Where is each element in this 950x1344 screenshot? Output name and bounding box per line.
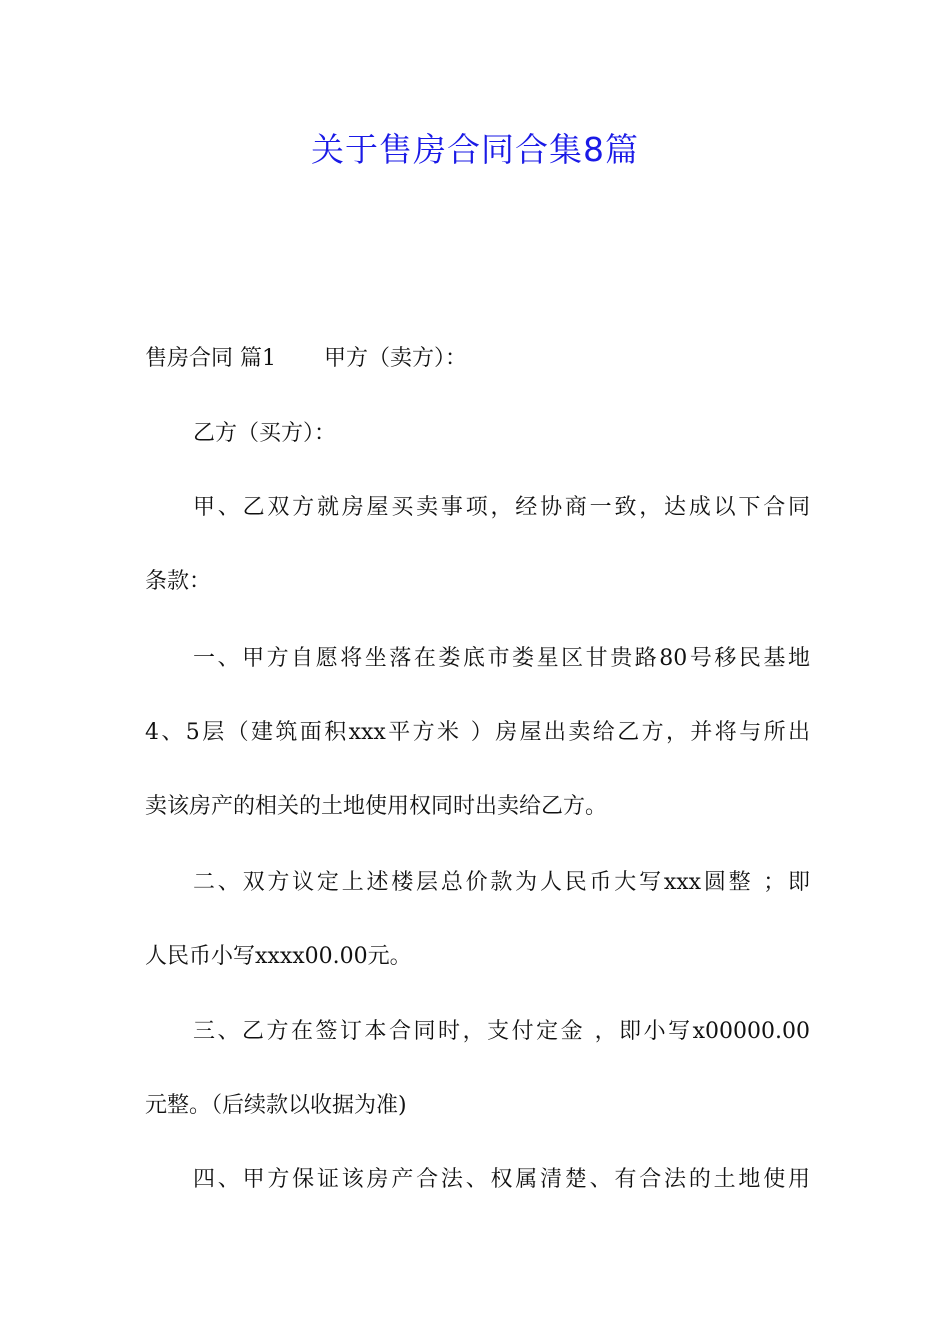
paragraph-line: 元整。（后续款以收据为准) — [145, 1093, 407, 1118]
paragraph-line: 人民币小写xxxx00.00元。 — [145, 944, 412, 969]
paragraph-line: 三、乙方在签订本合同时，支付定金 ，即小写x00000.00 — [193, 1019, 810, 1044]
paragraph-line: 一、甲方自愿将坐落在娄底市娄星区甘贵路80号移民基地 — [193, 646, 810, 671]
paragraph-line: 甲、乙双方就房屋买卖事项，经协商一致，达成以下合同 — [193, 495, 810, 520]
party-a-label: 甲方（卖方）： — [324, 346, 468, 371]
paragraph-line: 四、甲方保证该房产合法、权属清楚、有合法的土地使用 — [193, 1167, 810, 1192]
paragraph-line: 卖该房产的相关的土地使用权同时出卖给乙方。 — [145, 794, 608, 819]
paragraph-line: 二、双方议定上述楼层总价款为人民币大写xxx圆整 ；即 — [193, 870, 810, 895]
party-b-label: 乙方（买方）： — [193, 421, 337, 446]
paragraph-line: 4、5层（建筑面积xxx平方米 ）房屋出卖给乙方，并将与所出 — [145, 720, 810, 745]
contract-number: 售房合同 篇1 — [145, 346, 276, 371]
document-title: 关于售房合同合集8篇 — [311, 130, 639, 169]
contract-heading — [145, 341, 810, 377]
paragraph-line: 条款： — [145, 569, 212, 594]
